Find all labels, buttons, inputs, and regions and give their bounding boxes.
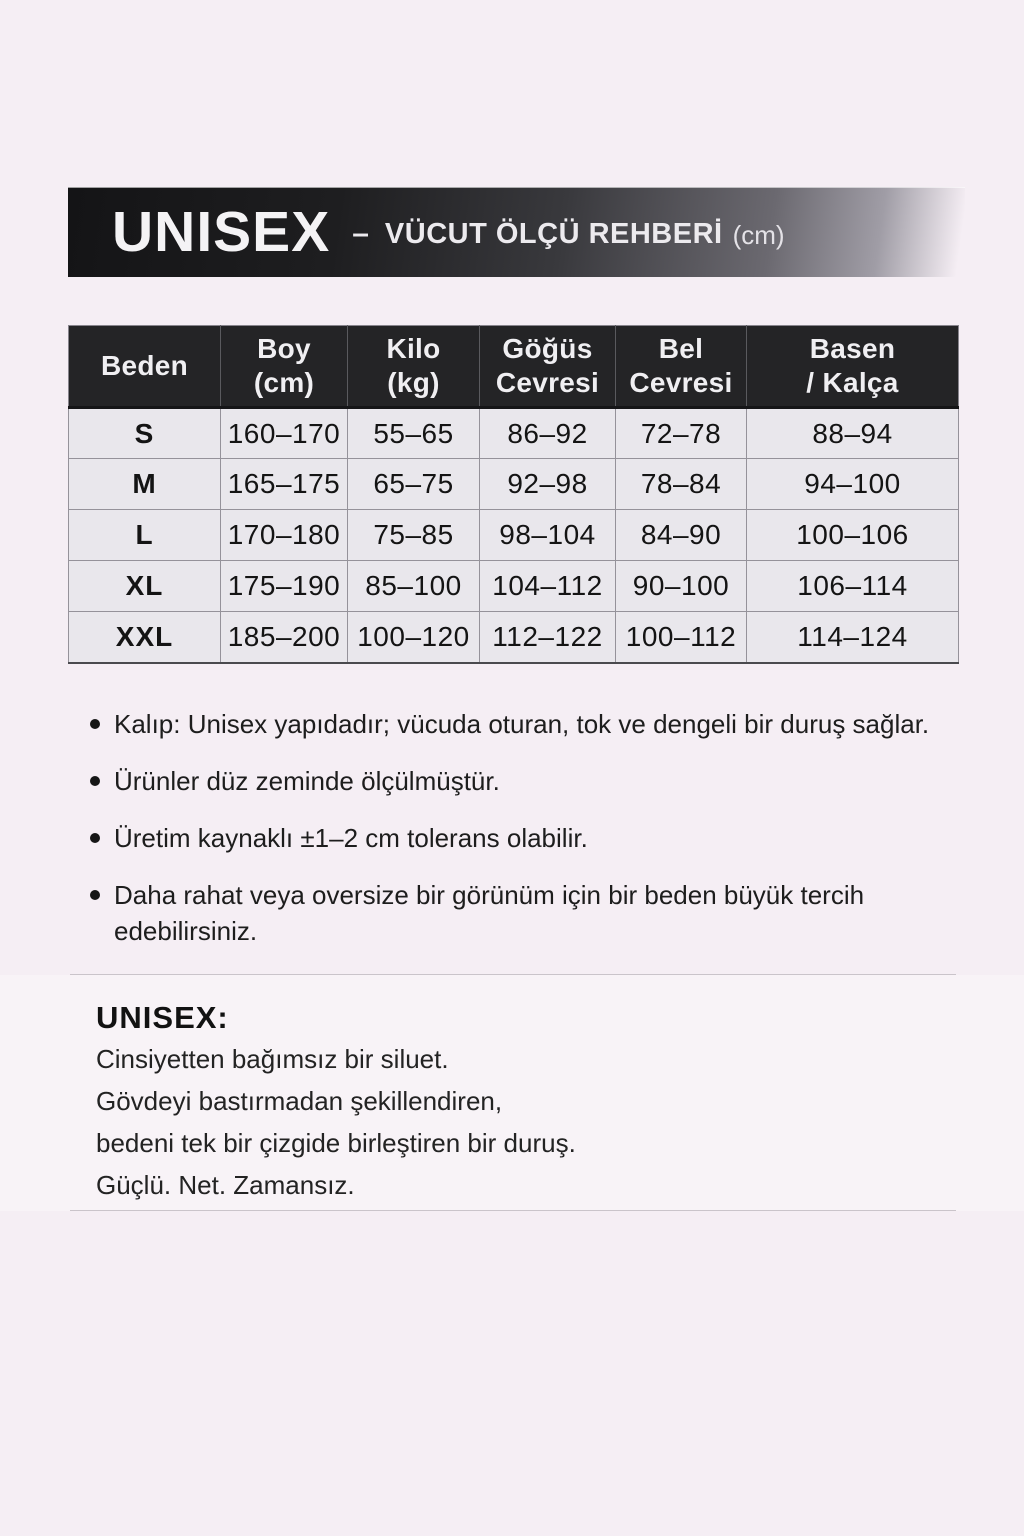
measurement-cell: 185–200 [221,612,348,663]
title-bar [68,187,965,277]
table-row [69,612,959,663]
measurement-cell: 65–75 [348,459,480,510]
measurement-cell: 88–94 [747,408,959,459]
statement-line: Cinsiyetten bağımsız bir siluet. [96,1044,449,1074]
size-cell: XL [69,561,221,612]
bullet-icon [90,776,100,786]
column-header: Beden [69,326,221,408]
statement-line: bedeni tek bir çizgide birleştiren bir duruş. [96,1128,576,1158]
note-item [82,877,948,949]
bullet-icon [90,833,100,843]
note-text: Ürünler düz zeminde ölçülmüştür. [114,766,500,796]
title-dash: – [352,217,369,250]
table-row [69,408,959,459]
guide-subtitle: VÜCUT ÖLÇÜ REHBERİ [384,217,723,250]
measurement-cell: 94–100 [747,459,959,510]
measurement-cell: 104–112 [480,561,616,612]
divider [70,1210,956,1211]
table-row [69,510,959,561]
column-header: Basen / Kalça [747,326,959,408]
measurement-cell: 100–106 [747,510,959,561]
measurement-cell: 165–175 [221,459,348,510]
measurement-cell: 92–98 [480,459,616,510]
bullet-icon [90,890,100,900]
measurement-cell: 86–92 [480,408,616,459]
size-table-head-row [69,326,959,408]
measurement-cell: 112–122 [480,612,616,663]
note-item [82,763,948,799]
measurement-cell: 106–114 [747,561,959,612]
measurement-cell: 175–190 [221,561,348,612]
size-cell: L [69,510,221,561]
measurement-cell: 160–170 [221,408,348,459]
statement-line: Güçlü. Net. Zamansız. [96,1170,355,1200]
size-table [68,325,959,664]
measurement-cell: 100–120 [348,612,480,663]
note-text: Daha rahat veya oversize bir görünüm için bir beden büyük tercih edebilirsiniz. [114,880,865,946]
measurement-cell: 75–85 [348,510,480,561]
measurement-cell: 90–100 [616,561,747,612]
statement-heading: UNISEX: [96,1000,229,1035]
measurement-cell: 72–78 [616,408,747,459]
table-row [69,561,959,612]
unisex-lines [96,1046,916,1214]
notes-list [82,706,948,970]
table-row [69,459,959,510]
note-text: Üretim kaynaklı ±1–2 cm tolerans olabilir. [114,823,588,853]
column-header: Boy (cm) [221,326,348,408]
statement-line: Gövdeyi bastırmadan şekillendiren, [96,1086,503,1116]
measurement-cell: 100–112 [616,612,747,663]
measurement-cell: 98–104 [480,510,616,561]
measurement-cell: 84–90 [616,510,747,561]
measurement-cell: 114–124 [747,612,959,663]
brand-title: UNISEX [112,199,331,264]
measurement-cell: 170–180 [221,510,348,561]
note-item [82,820,948,856]
measurement-cell: 78–84 [616,459,747,510]
column-header: Bel Cevresi [616,326,747,408]
size-table-head [69,326,959,408]
size-cell: S [69,408,221,459]
note-item [82,706,948,742]
column-header: Göğüs Cevresi [480,326,616,408]
size-cell: M [69,459,221,510]
note-text: Kalıp: Unisex yapıdadır; vücuda oturan, tok ve dengeli bir duruş sağlar. [114,709,930,739]
size-table-body [69,408,959,663]
bullet-icon [90,719,100,729]
measurement-cell: 55–65 [348,408,480,459]
guide-unit: (cm) [732,220,785,250]
divider [70,974,956,975]
measurement-cell: 85–100 [348,561,480,612]
column-header: Kilo (kg) [348,326,480,408]
size-cell: XXL [69,612,221,663]
